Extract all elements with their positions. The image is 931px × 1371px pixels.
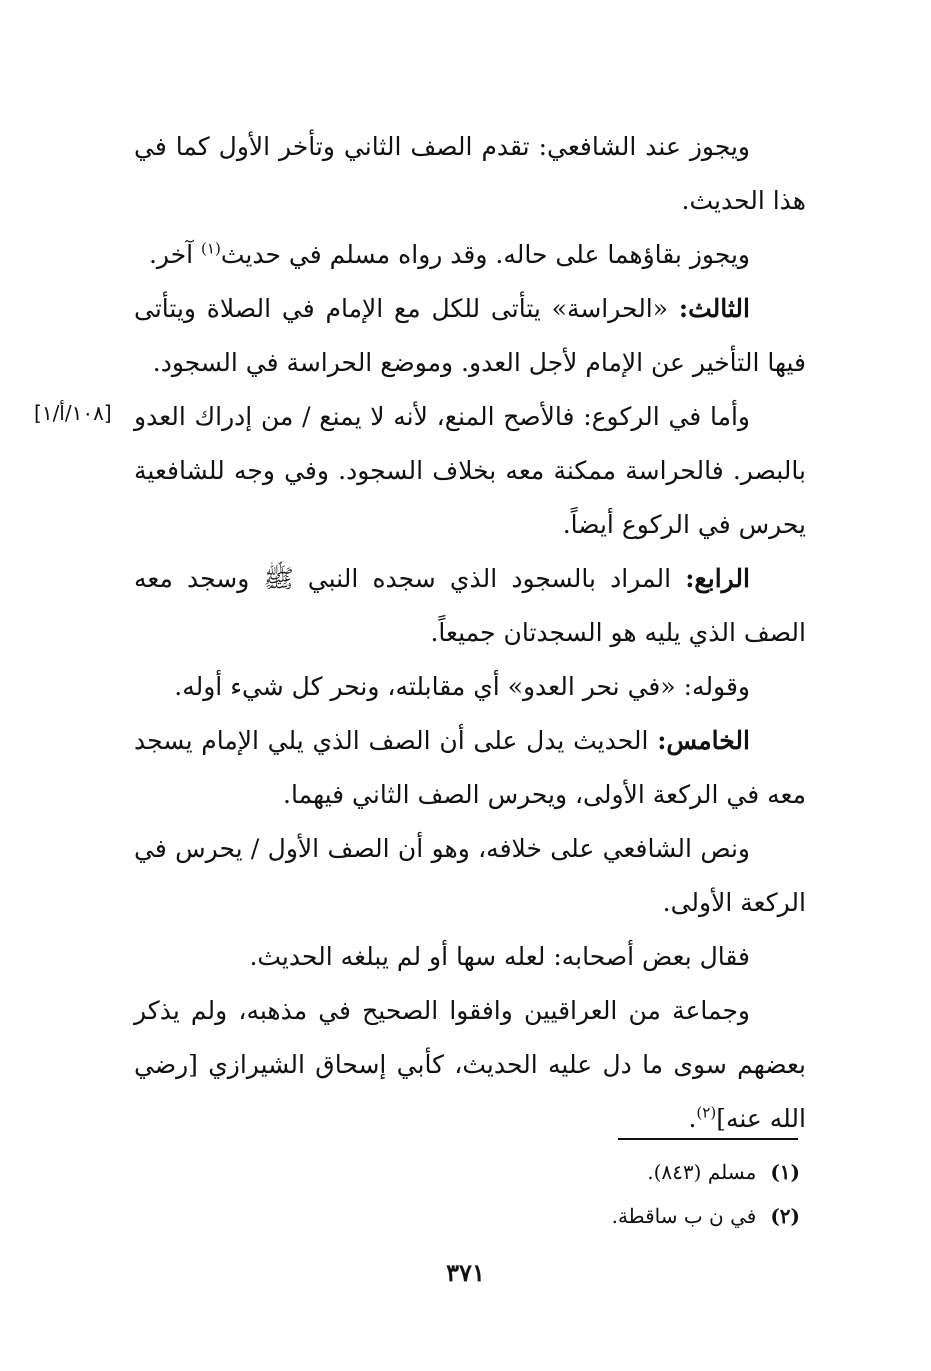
paragraph-text: المراد بالسجود الذي سجده النبي ﷺ وسجد معه الصف الذي يليه هو السجدتان جميعاً.: [134, 564, 806, 647]
paragraph-text: وأما في الركوع: فالأصح المنع، لأنه لا يمنع / من إدراك العدو بالبصر. فالحراسة ممكنة معه بخلاف السجود. وفي وجه للشافعية يحرس في الركوع أيضاً.: [134, 402, 806, 539]
footnote-2: [420, 1194, 800, 1238]
paragraph-2: [134, 228, 806, 282]
paragraph-9: [134, 930, 806, 984]
footnote-divider: [618, 1138, 798, 1140]
paragraph-text: الحديث يدل على أن الصف الذي يلي الإمام يسجد معه في الركعة الأولى، ويحرس الصف الثاني فيهما.: [134, 726, 806, 809]
paragraph-text: ونص الشافعي على خلافه، وهو أن الصف الأول / يحرس في الركعة الأولى.: [134, 834, 806, 917]
paragraph-5: [134, 552, 806, 660]
paragraph-10: [134, 984, 806, 1146]
footnote-number: (٢): [770, 1204, 800, 1228]
paragraph-text: ويجوز عند الشافعي: تقدم الصف الثاني وتأخر الأول كما في هذا الحديث.: [134, 132, 806, 215]
paragraph-text: وقوله: «في نحر العدو» أي مقابلته، ونحر كل شيء أوله.: [174, 672, 750, 701]
paragraph-text: وجماعة من العراقيين وافقوا الصحيح في مذهبه، ولم يذكر بعضهم سوى ما دل عليه الحديث، كأبي إسحاق الشيرازي [رضي الله عنه]: [134, 996, 806, 1133]
footnote-text: في ن ب ساقطة.: [611, 1204, 757, 1228]
footnotes: [420, 1150, 800, 1238]
paragraph-text: ويجوز بقاؤهما على حاله. وقد رواه مسلم في حديث: [220, 240, 750, 269]
paragraph-4: [134, 390, 806, 552]
footnote-text: مسلم (٨٤٣).: [647, 1160, 757, 1184]
margin-reference: [١٠٨/أ/١]: [34, 401, 112, 425]
main-text: [134, 120, 806, 1146]
paragraph-3: [134, 282, 806, 390]
paragraph-text: فقال بعض أصحابه: لعله سها أو لم يبلغه الحديث.: [249, 942, 750, 971]
paragraph-1: [134, 120, 806, 228]
footnote-marker: (١): [201, 239, 221, 258]
section-heading: الخامس:: [657, 726, 750, 755]
paragraph-8: [134, 822, 806, 930]
paragraph-6: [134, 660, 806, 714]
section-heading: الرابع:: [685, 564, 750, 593]
footnote-1: [420, 1150, 800, 1194]
paragraph-text: «الحراسة» يتأتى للكل مع الإمام في الصلاة ويتأتى فيها التأخير عن الإمام لأجل العدو. وموضع الحراسة في السجود.: [134, 294, 806, 377]
paragraph-tail: آخر.: [148, 240, 202, 269]
page-number: ٣٧١: [446, 1258, 485, 1287]
footnote-number: (١): [770, 1160, 800, 1184]
paragraph-7: [134, 714, 806, 822]
footnote-marker: (٢): [696, 1103, 717, 1122]
section-heading: الثالث:: [678, 294, 750, 323]
paragraph-tail: .: [688, 1104, 697, 1133]
